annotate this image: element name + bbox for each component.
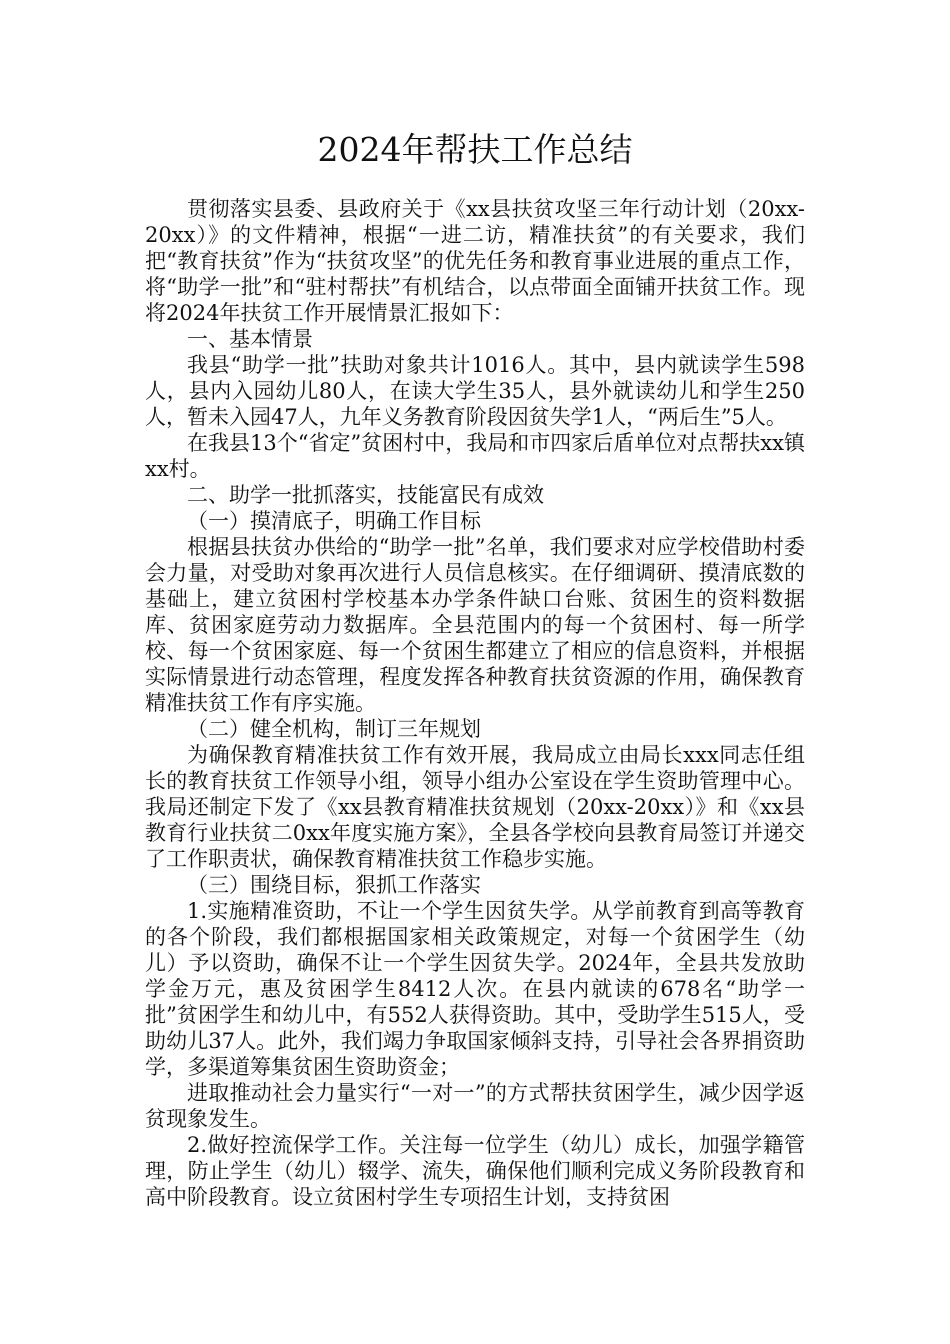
- body-paragraph: 根据县扶贫办供给的“助学一批”名单，我们要求对应学校借助村委会力量，对受助对象再次进行人员信息核实。在仔细调研、摸清底数的基础上，建立贫困村学校基本办学条件缺口台账、贫困生的资料数据库、贫困家庭劳动力数据库。全县范围内的每一个贫困村、每一所学校、每一个贫困家庭、每一个贫困生都建立了相应的信息资料，并根据实际情景进行动态管理，程度发挥各种教育扶贫资源的作用，确保教育精准扶贫工作有序实施。: [145, 535, 805, 715]
- body-paragraph: 进取推动社会力量实行“一对一”的方式帮扶贫困学生，减少因学返贫现象发生。: [145, 1081, 805, 1131]
- section-heading: 一、基本情景: [187, 327, 313, 351]
- section-heading: 二、助学一批抓落实，技能富民有成效: [187, 483, 544, 507]
- section-heading: （三）围绕目标，狠抓工作落实: [187, 873, 481, 897]
- section-heading: （二）健全机构，制订三年规划: [187, 717, 481, 741]
- body-paragraph: 1.实施精准资助，不让一个学生因贫失学。从学前教育到高等教育的各个阶段，我们都根据国家相关政策规定，对每一个贫困学生（幼儿）予以资助，确保不让一个学生因贫失学。2024年，全县共发放助学金万元，惠及贫困学生8412人次。在县内就读的678名“助学一批”贫困学生和幼儿中，有552人获得资助。其中，受助学生515人，受助幼儿37人。此外，我们竭力争取国家倾斜支持，引导社会各界捐资助学，多渠道筹集贫困生资助资金；: [145, 899, 805, 1079]
- document-page: [145, 128, 805, 1210]
- section-heading: （一）摸清底子，明确工作目标: [187, 509, 481, 533]
- document-body: [145, 196, 805, 1210]
- body-paragraph: 贯彻落实县委、县政府关于《xx县扶贫攻坚三年行动计划（20xx-20xx）》的文件精神，根据“一进二访，精准扶贫”的有关要求，我们把“教育扶贫”作为“扶贫攻坚”的优先任务和教育事业进展的重点工作，将“助学一批”和“驻村帮扶”有机结合，以点带面全面铺开扶贫工作。现将2024年扶贫工作开展情景汇报如下：: [145, 197, 805, 325]
- body-paragraph: 在我县13个“省定”贫困村中，我局和市四家后盾单位对点帮扶xx镇xx村。: [145, 431, 805, 481]
- body-paragraph: 2.做好控流保学工作。关注每一位学生（幼儿）成长，加强学籍管理，防止学生（幼儿）辍学、流失，确保他们顺利完成义务阶段教育和高中阶段教育。设立贫困村学生专项招生计划，支持贫困: [145, 1133, 805, 1209]
- document-title: 2024年帮扶工作总结: [317, 130, 633, 169]
- body-paragraph: 为确保教育精准扶贫工作有效开展，我局成立由局长xxx同志任组长的教育扶贫工作领导小组，领导小组办公室设在学生资助管理中心。我局还制定下发了《xx县教育精准扶贫规划（20xx-20xx）》和《xx县教育行业扶贫二0xx年度实施方案》，全县各学校向县教育局签订并递交了工作职责状，确保教育精准扶贫工作稳步实施。: [145, 743, 805, 871]
- body-paragraph: 我县“助学一批”扶助对象共计1016人。其中，县内就读学生598人，县内入园幼儿80人，在读大学生35人，县外就读幼儿和学生250人，暂未入园47人，九年义务教育阶段因贫失学1人，“两后生”5人。: [145, 353, 805, 429]
